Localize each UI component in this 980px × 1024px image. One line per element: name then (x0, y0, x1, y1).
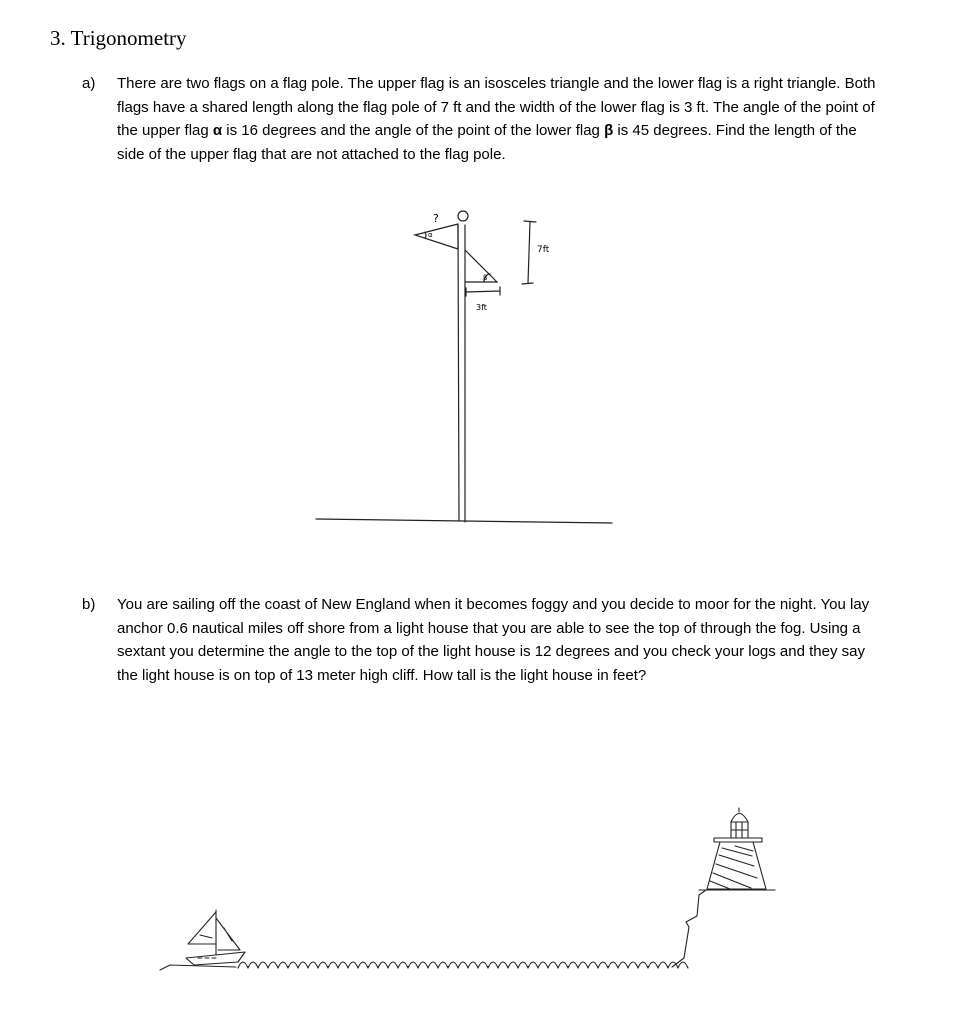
width-dimension-line (466, 287, 500, 296)
beta-label: β (483, 274, 488, 282)
sea-waves (238, 962, 688, 968)
alpha-symbol: α (212, 122, 223, 139)
section-heading: 3. Trigonometry (50, 26, 187, 50)
flag-pole (458, 225, 465, 522)
upper-flag (415, 224, 458, 249)
boat-sails (188, 910, 240, 955)
lighthouse-dome (731, 808, 748, 822)
height-label: 7ft (537, 245, 550, 255)
flagpole-diagram (300, 195, 630, 535)
beta-symbol: β (604, 122, 614, 139)
lighthouse-lantern (731, 822, 748, 838)
alpha-label: α (428, 231, 433, 239)
alpha-arc (425, 232, 426, 238)
pole-finial (458, 211, 468, 221)
part-a-text: There are two flags on a flag pole. The upper flag is an isosceles triangle and the lower flag is a right triangle. Both flags have a shared length along the flag pole of 7 ft and the width of the lower flag is 3 ft. The angle of the point of the upper flag α is 16 degrees and the angle of the point of the lower flag β is 45 degrees. Find the length of the side of the upper flag that are not attached to the flag pole. (117, 75, 876, 163)
part-a-label: a) (82, 75, 96, 92)
ground-line (316, 519, 612, 523)
height-dimension-line (522, 221, 536, 284)
cliff (684, 890, 706, 958)
width-label: 3ft (476, 303, 487, 312)
unknown-side-label: ? (433, 212, 439, 225)
lower-flag (465, 250, 497, 282)
part-b-text: You are sailing off the coast of New England when it becomes foggy and you decide to moor for the night. You lay anchor 0.6 nautical miles off shore from a light house that you are able to see the top of through the fog. Using a sextant you determine the angle to the top of the light house is 12 degrees and you check your logs and they say the light house is on top of 13 meter high cliff. How tall is the light house in feet? (117, 596, 870, 684)
lighthouse-diagram (150, 800, 790, 990)
lighthouse-gallery (714, 838, 762, 842)
part-b-label: b) (82, 596, 96, 613)
